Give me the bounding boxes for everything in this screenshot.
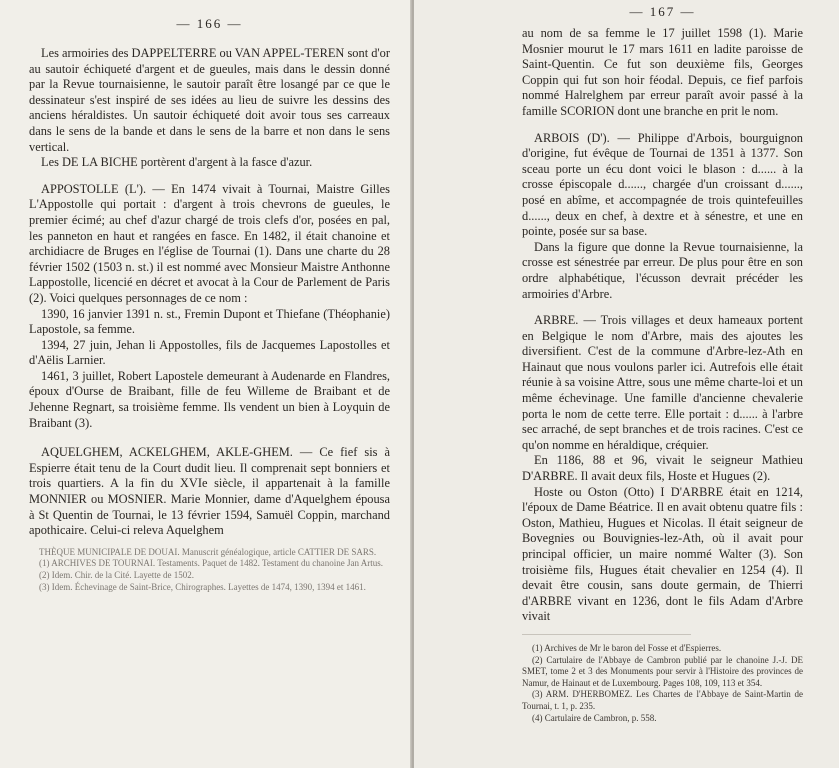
paragraph: En 1186, 88 et 96, vivait le seigneur Mathieu D'ARBRE. Il avait deux fils, Hoste et Hugues (2). [522, 453, 803, 484]
paragraph: AQUELGHEM, ACKELGHEM, AKLE-GHEM. — Ce fief sis à Espierre était tenu de la Court dudit lieu. Il comprenait sept bonniers et trois quartiers. A la fin du XVIe siècle, il appartenait à la famille MONNIER ou MOSNIER. Marie Monnier, dame d'Aquelghem épousa à St Quentin de Tournai, le 13 février 1594, Samuël Coppin, marchand apothicaire. Celui-ci releva Aquelghem [29, 445, 390, 538]
paragraph: 1461, 3 juillet, Robert Lapostele demeurant à Audenarde en Flandres, époux d'Ourse de Braibant, fille de feu Willeme de Braibant et de Jehenne Regnart, sa troisième femme. Ils vendent un bien à Loyquin de Braibant (3). [29, 368, 390, 430]
footnotes [29, 547, 390, 593]
footnote: (3) ARM. D'HERBOMEZ. Les Chartes de l'Abbaye de Saint-Martin de Tournai, t. 1, p. 235. [522, 689, 803, 711]
page-number: — 166 — [176, 16, 243, 31]
footnote: (3) Idem. Échevinage de Saint-Brice, Chirographes. Layettes de 1474, 1390, 1394 et 1461. [39, 581, 366, 592]
paragraph: Dans la figure que donne la Revue tournaisienne, la crosse est sénestrée par erreur. De plus pour être en son ordre alphabétique, l'écusson devrait précéder les armoiries d'Arbre. [522, 239, 803, 301]
footnote: (4) Cartulaire de Cambron, p. 558. [532, 712, 657, 723]
footnotes [522, 643, 803, 724]
paragraph: ARBRE. — Trois villages et deux hameaux portent en Belgique le nom d'Arbre, mais des ajoutes les diversifient. C'est de la commune d'Arbre-lez-Ath en Hainaut que nous voulons parler ici. Autrefois elle était réunie à sa voisine Attre, sous une même charte-loi et un même échevinage. Une famille d'ancienne chevalerie porta le nom de cette terre. Elle portait : d...... à l'arbre sec arraché, de sept branches et de trois racines. C'est ce qu'on nomme en héraldique, créquier. [522, 313, 803, 452]
footnote: (1) ARCHIVES DE TOURNAI. Testaments. Paquet de 1482. Testament du chanoine Jan Artus. [39, 558, 384, 569]
paragraph: APPOSTOLLE (L'). — En 1474 vivait à Tournai, Maistre Gilles L'Appostolle qui portait : d'argent à trois chevrons de gueules, le premier écimé; au chef d'azur chargé de trois clefs d'or, posées en pal, les panneton en haut et rangées en fasce. En 1482, il était chanoine et archidiacre de Bruges en l'église de Tournai (1). Dans une charte du 28 février 1502 (1503 n. st.) il est nommé avec Monsieur Maistre Anthonne Lappostolle, licencié en décret et avocat à la Cour de Parlement de Paris (2). Voici quelques personnages de ce nom : [29, 181, 390, 305]
paragraph: Les DE LA BICHE portèrent d'argent à la fasce d'azur. [41, 155, 313, 170]
footnote: (2) Cartulaire de l'Abbaye de Cambron publié par le chanoine J.-J. DE SMET, tome 2 et 3 des Monuments pour servir à l'Histoire des provinces de Namur, de Hainaut et de Luxembourg. Pages 108, 109, 113 et 354. [522, 654, 803, 688]
paragraph: au nom de sa femme le 17 juillet 1598 (1). Marie Mosnier mourut le 17 mars 1611 en ladite paroisse de Saint-Quentin. Ce fut son deuxième fils, Georges Coppin qui fut son hoir féodal. Depuis, ce fief parfois nommé Halrelghem par erreur paraît avoir passé à la famille SCORION dont une branche en prit le nom. [522, 26, 803, 118]
paragraph: ARBOIS (D'). — Philippe d'Arbois, bourguignon d'origine, fut évêque de Tournai de 1351 à 1377. Son sceau porte un écu dont voici le blason : d...... à la crosse épiscopale d......, chargée d'un croissant d......, posé en abîme, et accompagnée de trois quintefeuilles d......, deux en chef, à dextre et à sénestre, et une en pointe, posée sur sa base. [522, 130, 803, 239]
footnote: THÈQUE MUNICIPALE DE DOUAI. Manuscrit généalogique, article CATTIER DE SARS. [39, 546, 377, 557]
right-page [414, 0, 839, 768]
paragraph: Les armoiries des DAPPELTERRE ou VAN APPEL-TEREN sont d'or au sautoir échiqueté d'argent et de gueules, mais dans le dessin donné par la Revue tournaisienne, le sautoir paraît être losangé par ce que le dessinateur s'est inspiré de ses idées au lieu de suivre les dessins des anciens héraldistes. Un sautoir échiqueté doit avoir tous ses carreaux dans le sens de la bande et dans le sens de la barre et non dans le sens vertical. [29, 46, 390, 154]
left-page [0, 0, 412, 768]
paragraph: Hoste ou Oston (Otto) I D'ARBRE était en 1214, l'époux de Dame Béatrice. Il en avait obtenu quatre fils : Oston, Mathieu, Hugues et Nicolas. Il était seigneur de Bovegnies ou Bouvignies-lez-Ath, où il avait pour principal officier, un maire nommé Walter (3). Son troisième fils, Hugues était chevalier en 1254 (4). Il devait être cousin, sans doute germain, de Thierri d'ARBRE vivant en 1236, dont le fils Adam d'Arbre vivait [522, 484, 803, 624]
page-number: — 167 — [629, 4, 696, 19]
paragraph: 1390, 16 janvier 1391 n. st., Fremin Dupont et Thiefane (Théophanie) Lapostole, sa femme. [29, 306, 390, 337]
footnote: (1) Archives de Mr le baron del Fosse et d'Espierres. [532, 642, 722, 653]
footnote-divider [522, 634, 691, 635]
footnote: (2) Idem. Chir. de la Cité. Layette de 1502. [39, 570, 194, 580]
paragraph: 1394, 27 juin, Jehan li Appostolles, fils de Jacquemes Lapostolles et d'Aëlis Larnier. [29, 337, 390, 368]
